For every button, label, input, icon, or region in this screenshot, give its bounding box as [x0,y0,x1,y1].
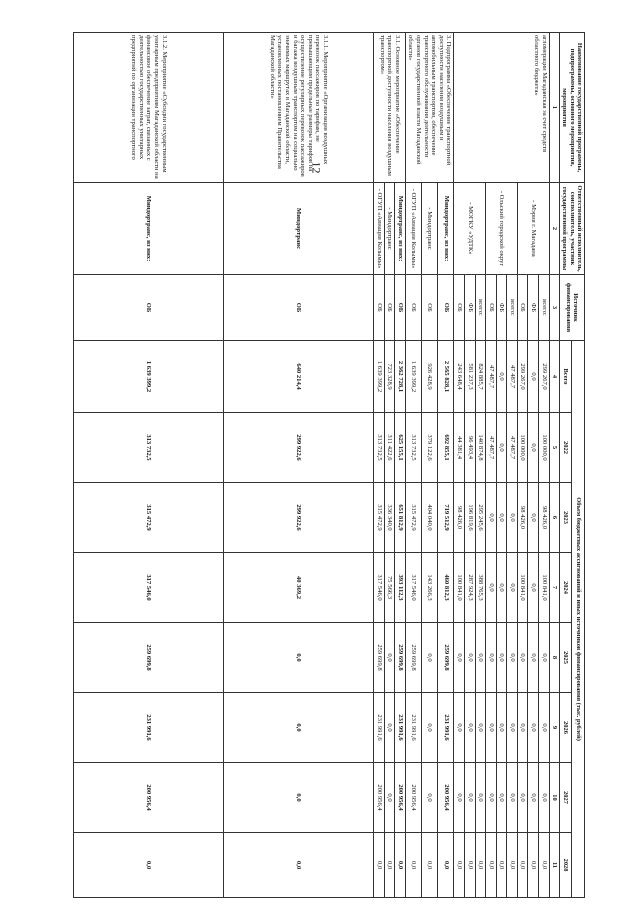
value-cell: 313 732,5 [374,413,385,483]
value-cell: 200 956,4 [374,763,385,833]
executor-cell: - Миндортранс [384,183,395,275]
executor-cell: Миндортранс, из них: [395,183,406,275]
program-cell: 3. Подпрограмма «Обеспечение транспортной доступности населения воздушным и автомобильным транспортом, обеспечение транспортного обслуживания деятельности органов государственной власти Магаданской области» [405,33,453,183]
year-header: 2025 [559,623,572,693]
value-cell: 0,0 [486,833,497,898]
value-cell: 393 112,3 [395,553,406,623]
value-cell: 1 639 399,2 [74,341,224,413]
value-cell: 0,0 [528,833,539,898]
value-cell: 0,0 [422,763,438,833]
value-cell: 140 874,8 [475,413,486,483]
source-cell: ОБ [74,275,224,341]
source-cell: ФБ [528,275,539,341]
value-cell: 723 328,9 [384,341,395,413]
value-cell: 0,0 [422,833,438,898]
value-cell: 0,0 [475,623,486,693]
index-cell: 5 [549,413,559,483]
value-cell: 0,0 [486,763,497,833]
source-cell: ОБ [517,275,528,341]
value-cell: 0,0 [496,413,507,483]
value-cell: 0,0 [507,763,518,833]
value-cell: 47 487,7 [507,413,518,483]
value-cell: 0,0 [422,693,438,763]
value-cell: 0,0 [454,763,465,833]
value-cell: 0,0 [224,693,374,763]
value-cell: 0,0 [528,341,539,413]
value-cell: 96 493,4 [464,413,475,483]
value-cell: 0,0 [496,693,507,763]
value-cell: 0,0 [384,693,395,763]
index-cell: 6 [549,483,559,553]
value-cell: 47 487,7 [507,341,518,413]
executor-cell: Миндортранс, из них: [438,183,454,275]
index-row [549,33,559,898]
value-cell: 0,0 [405,833,421,898]
value-cell: 299 922,6 [224,483,374,553]
value-cell: 315 472,9 [74,483,224,553]
value-cell: 0,0 [528,623,539,693]
index-cell: 8 [549,623,559,693]
value-cell: 0,0 [528,413,539,483]
value-cell: 317 546,0 [374,553,385,623]
index-cell: 10 [549,763,559,833]
value-cell: 460 812,3 [438,553,454,623]
year-header: 2028 [559,833,572,898]
index-cell: 2 [549,183,559,275]
value-cell: 0,0 [528,483,539,553]
year-header: 2024 [559,553,572,623]
executor-cell: - ОГУП «Авиация Колымы» [374,183,385,275]
year-header: 2027 [559,763,572,833]
value-cell: 44 381,4 [454,413,465,483]
source-cell: ОБ [224,275,374,341]
value-cell: 379 122,6 [422,413,438,483]
value-cell: 0,0 [507,483,518,553]
value-cell: 295 245,6 [475,483,486,553]
source-cell: всего: [507,275,518,341]
value-cell: 0,0 [475,833,486,898]
value-cell: 0,0 [486,553,497,623]
value-cell: 824 885,7 [475,341,486,413]
value-cell: 100 841,0 [538,553,549,623]
executor-cell: - Миндортранс [422,183,438,275]
executor-cell: - Ольский городской округ [486,183,518,275]
index-cell: 4 [549,341,559,413]
index-cell: 11 [549,833,559,898]
value-cell: 311 422,6 [384,413,395,483]
year-header: 2023 [559,483,572,553]
value-cell: 2 565 828,1 [438,341,454,413]
value-cell: 1 639 399,2 [374,341,385,413]
value-cell: 0,0 [496,833,507,898]
value-cell: 75 566,3 [384,553,395,623]
index-cell: 3 [549,275,559,341]
value-cell: 0,0 [454,833,465,898]
index-cell: 1 [549,33,559,183]
program-cell: агломерации Магаданская за счет средств областного бюджета» [454,33,549,183]
value-cell: 0,0 [507,693,518,763]
funding-table [73,32,585,898]
value-cell: 0,0 [517,623,528,693]
executor-cell: Миндортранс, из них: [74,183,224,275]
executor-cell: - ОГУП «Авиация Колымы» [405,183,421,275]
value-cell: 719 512,9 [438,483,454,553]
source-header: Источник финансирования [559,275,584,341]
value-cell: 98 426,0 [517,483,528,553]
program-cell: 3.1.1. Мероприятие «Организация воздушных перевозок пассажиров по тарифам, не превышающим предельные размеры тарифов на осуществление регулярных перевозок пассажиров и багажа воздушным транспортом на социально значимых маршрутах в Магаданской области, установленных постановлением Правительства Магаданской области» [224,33,374,183]
source-cell: ФБ [464,275,475,341]
value-cell: 0,0 [74,833,224,898]
value-cell: 259 699,8 [405,623,421,693]
value-cell: 196 819,6 [464,483,475,553]
value-cell: 0,0 [517,833,528,898]
value-cell: 336 340,0 [384,483,395,553]
value-cell: 0,0 [486,483,497,553]
value-cell: 0,0 [538,763,549,833]
executor-cell: Миндортранс [224,183,374,275]
source-cell: всего: [538,275,549,341]
value-cell: 0,0 [528,553,539,623]
index-cell: 7 [549,553,559,623]
funding-header: Объем бюджетных ассигнований и иных источников финансирования (тыс. рублей) [572,341,585,898]
table-row [538,33,549,898]
value-cell: 200 956,4 [74,763,224,833]
index-cell: 9 [549,693,559,763]
value-cell: 926 428,9 [422,341,438,413]
table-row [74,33,224,898]
value-cell: 0,0 [496,623,507,693]
value-cell: 231 991,6 [405,693,421,763]
source-cell: всего: [475,275,486,341]
value-cell: 0,0 [224,833,374,898]
table-row [224,33,374,898]
value-cell: 0,0 [224,763,374,833]
source-cell: ОБ [422,275,438,341]
value-cell: 0,0 [475,693,486,763]
value-cell: 0,0 [374,833,385,898]
value-cell: 0,0 [384,623,395,693]
source-cell: ОБ [405,275,421,341]
value-cell: 0,0 [538,833,549,898]
value-cell: 259 699,8 [74,623,224,693]
year-header: 2022 [559,413,572,483]
value-cell: 0,0 [438,833,454,898]
value-cell: 100 000,0 [517,413,528,483]
value-cell: 0,0 [454,623,465,693]
year-header: 2026 [559,693,572,763]
value-cell: 2 362 728,1 [395,341,406,413]
value-cell: 0,0 [496,483,507,553]
value-cell: 581 237,3 [464,341,475,413]
value-cell: 0,0 [507,833,518,898]
value-cell: 100 841,0 [454,553,465,623]
value-cell: 0,0 [496,553,507,623]
value-cell: 100 841,0 [517,553,528,623]
funding-table-sheet [55,32,585,897]
value-cell: 231 991,6 [74,693,224,763]
value-cell: 0,0 [507,623,518,693]
page-number: 12 [309,161,324,174]
program-header: Наименование государственной программы, подпрограммы, основного мероприятия, мероприятия [559,33,584,183]
value-cell: 0,0 [538,693,549,763]
executor-cell: - МОГКУ «УДТК» [454,183,486,275]
executor-cell: - Мэрия г. Магадана [517,183,549,275]
table-row [395,33,406,898]
value-cell: 0,0 [464,763,475,833]
value-cell: 100 000,0 [538,413,549,483]
value-cell: 0,0 [224,623,374,693]
value-cell: 299 267,0 [517,341,528,413]
source-cell: ОБ [374,275,385,341]
table-body [74,33,549,898]
header-row-top [572,33,585,898]
value-cell: 0,0 [384,763,395,833]
source-cell: ОБ [454,275,465,341]
value-cell: 299 922,6 [224,413,374,483]
source-cell: ОБ [395,275,406,341]
value-cell: 0,0 [464,623,475,693]
value-cell: 259 699,8 [395,623,406,693]
source-cell: ОБ [486,275,497,341]
value-cell: 200 956,4 [395,763,406,833]
value-cell: 692 855,1 [438,413,454,483]
value-cell: 0,0 [464,833,475,898]
source-cell: ФБ [496,275,507,341]
value-cell: 0,0 [517,763,528,833]
value-cell: 1 639 399,2 [405,341,421,413]
value-cell: 259 699,8 [438,623,454,693]
source-cell: ОБ [384,275,395,341]
value-cell: 0,0 [528,693,539,763]
value-cell: 287 924,3 [464,553,475,623]
value-cell: 315 472,9 [374,483,385,553]
value-cell: 0,0 [496,763,507,833]
value-cell: 0,0 [538,623,549,693]
value-cell: 313 732,5 [74,413,224,483]
value-cell: 404 040,0 [422,483,438,553]
value-cell: 231 991,6 [438,693,454,763]
value-cell: 200 956,4 [405,763,421,833]
value-cell: 98 426,0 [538,483,549,553]
value-cell: 47 487,7 [486,341,497,413]
value-cell: 47 487,7 [486,413,497,483]
value-cell: 0,0 [496,341,507,413]
value-cell: 625 155,1 [395,413,406,483]
executor-header: Ответственный исполнитель, соисполнитель, участник государственной программы [559,183,584,275]
value-cell: 651 812,9 [395,483,406,553]
value-cell: 0,0 [454,693,465,763]
value-cell: 640 214,4 [224,341,374,413]
value-cell: 231 991,6 [374,693,385,763]
value-cell: 200 956,4 [438,763,454,833]
value-cell: 259 699,8 [374,623,385,693]
program-cell: 3.1. Основное мероприятие «Обеспечение транспортной доступности населения воздушным транспортом» [374,33,406,183]
program-cell: 3.1.2. Мероприятие «Субсидии государственным унитарным предприятиям Магаданской области на финансовое обеспечение затрат, связанных с деятельностью государственных унитарных предприятий по организации транспортного [74,33,224,183]
value-cell: 317 546,0 [405,553,421,623]
value-cell: 0,0 [395,833,406,898]
value-cell: 143 266,3 [422,553,438,623]
source-cell: ОБ [438,275,454,341]
value-cell: 0,0 [528,763,539,833]
value-cell: 0,0 [422,623,438,693]
value-cell: 0,0 [486,693,497,763]
value-cell: 0,0 [475,763,486,833]
value-cell: 299 267,0 [538,341,549,413]
value-cell: 317 546,0 [74,553,224,623]
value-cell: 40 369,2 [224,553,374,623]
value-cell: 388 765,3 [475,553,486,623]
value-cell: 0,0 [507,553,518,623]
table-row [438,33,454,898]
value-cell: 0,0 [486,623,497,693]
value-cell: 0,0 [517,693,528,763]
value-cell: 0,0 [464,693,475,763]
value-cell: 0,0 [384,833,395,898]
value-cell: 243 648,4 [454,341,465,413]
value-cell: 313 732,5 [405,413,421,483]
value-cell: 315 472,9 [405,483,421,553]
value-cell: 231 991,6 [395,693,406,763]
value-cell: 98 426,0 [454,483,465,553]
year-header: Всего [559,341,572,413]
